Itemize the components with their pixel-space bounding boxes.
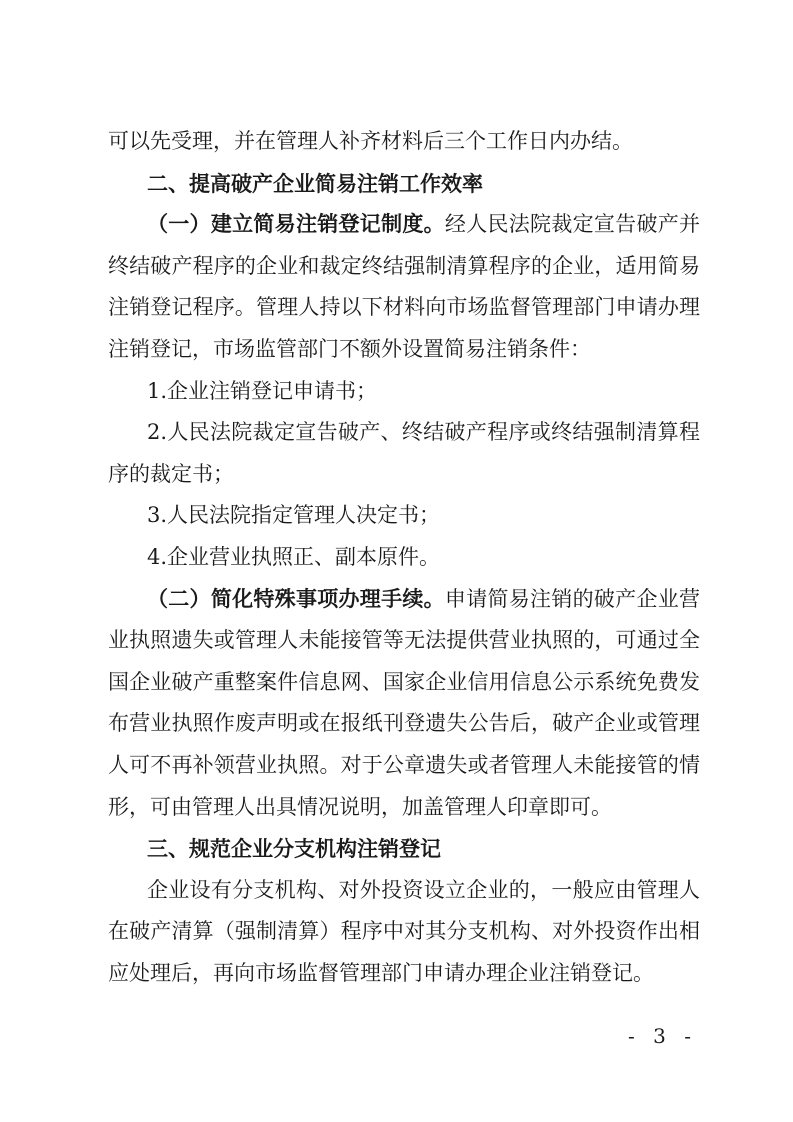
paragraph-line xyxy=(108,204,700,246)
paragraph-line: 人可不再补领营业执照。对于公章遗失或者管理人未能接管的情 xyxy=(108,752,700,777)
paragraph-line: 可以先受理，并在管理人补齐材料后三个工作日内办结。 xyxy=(108,129,633,153)
paragraph-line xyxy=(108,579,700,621)
paragraph-line: 1.企业注销登记申请书； xyxy=(147,378,378,403)
paragraph-line: 注销登记，市场监管部门不额外设置简易注销条件： xyxy=(108,336,591,361)
section-heading: 三、规范企业分支机构注销登记 xyxy=(147,836,441,862)
page-number: - 3 - xyxy=(628,1024,697,1048)
paragraph-line: 4.企业营业执照正、副本原件。 xyxy=(147,544,441,569)
document-body xyxy=(108,121,700,994)
paragraph-line: 布营业执照作废声明或在报纸刊登遗失公告后，破产企业或管理 xyxy=(108,711,700,736)
paragraph-line: 2.人民法院裁定宣告破产、终结破产程序或终结强制清算程 xyxy=(147,420,700,445)
paragraph-line: 终结破产程序的企业和裁定终结强制清算程序的企业，适用简易 xyxy=(108,253,700,278)
paragraph-line: 序的裁定书； xyxy=(108,461,234,486)
paragraph-text: 经人民法院裁定宣告破产并 xyxy=(444,212,700,237)
paragraph-line: 形，可由管理人出具情况说明，加盖管理人印章即可。 xyxy=(108,794,612,819)
paragraph-line: 国企业破产重整案件信息网、国家企业信用信息公示系统免费发 xyxy=(108,669,700,694)
paragraph-line: 在破产清算（强制清算）程序中对其分支机构、对外投资作出相 xyxy=(108,919,700,944)
paragraph-line: 业执照遗失或管理人未能接管等无法提供营业执照的，可通过全 xyxy=(108,628,700,653)
paragraph-line: 企业设有分支机构、对外投资设立企业的，一般应由管理人 xyxy=(147,877,700,902)
subsection-title: （一）建立简易注销登记制度。 xyxy=(147,212,445,237)
section-heading: 二、提高破产企业简易注销工作效率 xyxy=(147,170,483,196)
paragraph-line: 3.人民法院指定管理人决定书； xyxy=(147,503,441,528)
paragraph-line: 应处理后，再向市场监督管理部门申请办理企业注销登记。 xyxy=(108,960,654,985)
paragraph-line: 注销登记程序。管理人持以下材料向市场监督管理部门申请办理 xyxy=(108,295,700,320)
subsection-title: （二）简化特殊事项办理手续。 xyxy=(147,586,445,611)
paragraph-text: 申请简易注销的破产企业营 xyxy=(444,586,700,611)
